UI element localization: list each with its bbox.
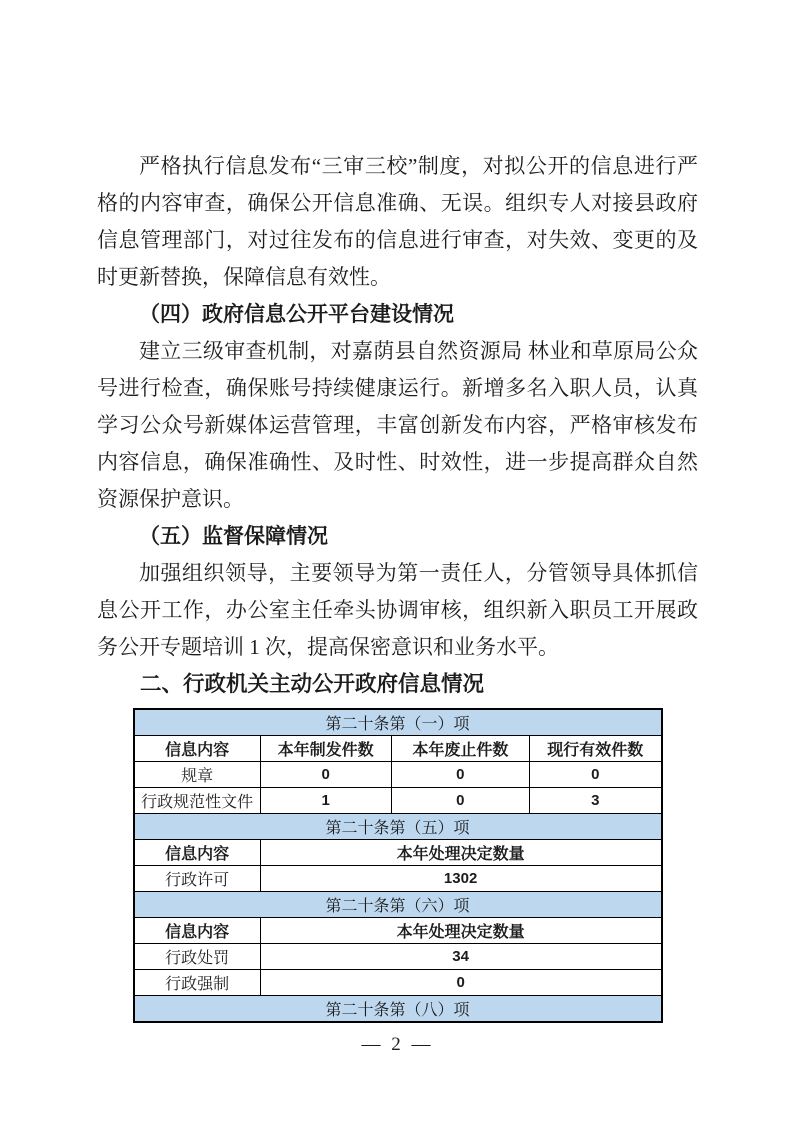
- cell-value: 3: [529, 788, 661, 814]
- cell-value: 34: [260, 944, 661, 970]
- header-effective-count: 现行有效件数: [529, 736, 661, 762]
- header-decisions-count: 本年处理决定数量: [260, 840, 661, 866]
- header-repealed-count: 本年废止件数: [391, 736, 529, 762]
- table-row: [134, 970, 662, 996]
- row-label-administrative-penalty: 行政处罚: [134, 944, 261, 970]
- cell-value: 1: [260, 788, 391, 814]
- gov-info-table: [133, 708, 663, 1023]
- row-label-administrative-coercion: 行政强制: [134, 970, 261, 996]
- cell-value: 0: [391, 762, 529, 788]
- table-header-row: [134, 840, 662, 866]
- header-info-content: 信息内容: [134, 918, 261, 944]
- paragraph-platform-building: 建立三级审查机制，对嘉荫县自然资源局 林业和草原局公众号进行检查，确保账号持续健康运行。新增多名入职人员，认真学习公众号新媒体运营管理，丰富创新发布内容，严格审核发布内容信息，确保准确性、及时性、时效性，进一步提高群众自然资源保护意识。: [97, 339, 698, 511]
- table-row: [134, 788, 662, 814]
- paragraph-review-system: 严格执行信息发布“三审三校”制度，对拟公开的信息进行严格的内容审查，确保公开信息准确、无误。组织专人对接县政府信息管理部门，对过往发布的信息进行审查，对失效、变更的及时更新替换，保障信息有效性。: [97, 154, 698, 289]
- band-article20-item5: 第二十条第（五）项: [134, 814, 662, 840]
- paragraph-supervision: 加强组织领导，主要领导为第一责任人，分管领导具体抓信息公开工作，办公室主任牵头协调审核，组织新入职员工开展政务公开专题培训 1 次，提高保密意识和业务水平。: [97, 561, 698, 659]
- heading-part-2-active-disclosure: 二、行政机关主动公开政府信息情况: [140, 672, 485, 696]
- table-row: [134, 866, 662, 892]
- heading-section-4-platform: （四）政府信息公开平台建设情况: [139, 303, 454, 326]
- page-number: — 2 —: [361, 1034, 434, 1055]
- table-band-row: [134, 814, 662, 840]
- cell-value: 1302: [260, 866, 661, 892]
- table-band-row: [134, 709, 662, 736]
- row-label-normative-documents: 行政规范性文件: [134, 788, 261, 814]
- header-info-content: 信息内容: [134, 736, 261, 762]
- cell-value: 0: [529, 762, 661, 788]
- table-band-row: [134, 892, 662, 918]
- cell-value: 0: [391, 788, 529, 814]
- header-decisions-count: 本年处理决定数量: [260, 918, 661, 944]
- table-header-row: [134, 918, 662, 944]
- table-header-row: [134, 736, 662, 762]
- table-band-row: [134, 996, 662, 1023]
- band-article20-item8: 第二十条第（八）项: [134, 996, 662, 1023]
- cell-value: 0: [260, 970, 661, 996]
- band-article20-item6: 第二十条第（六）项: [134, 892, 662, 918]
- header-info-content: 信息内容: [134, 840, 261, 866]
- heading-section-5-supervision: （五）监督保障情况: [139, 525, 328, 548]
- header-issued-count: 本年制发件数: [260, 736, 391, 762]
- table-row: [134, 762, 662, 788]
- row-label-rules: 规章: [134, 762, 261, 788]
- table-row: [134, 944, 662, 970]
- cell-value: 0: [260, 762, 391, 788]
- band-article20-item1: 第二十条第（一）项: [134, 709, 662, 736]
- row-label-administrative-license: 行政许可: [134, 866, 261, 892]
